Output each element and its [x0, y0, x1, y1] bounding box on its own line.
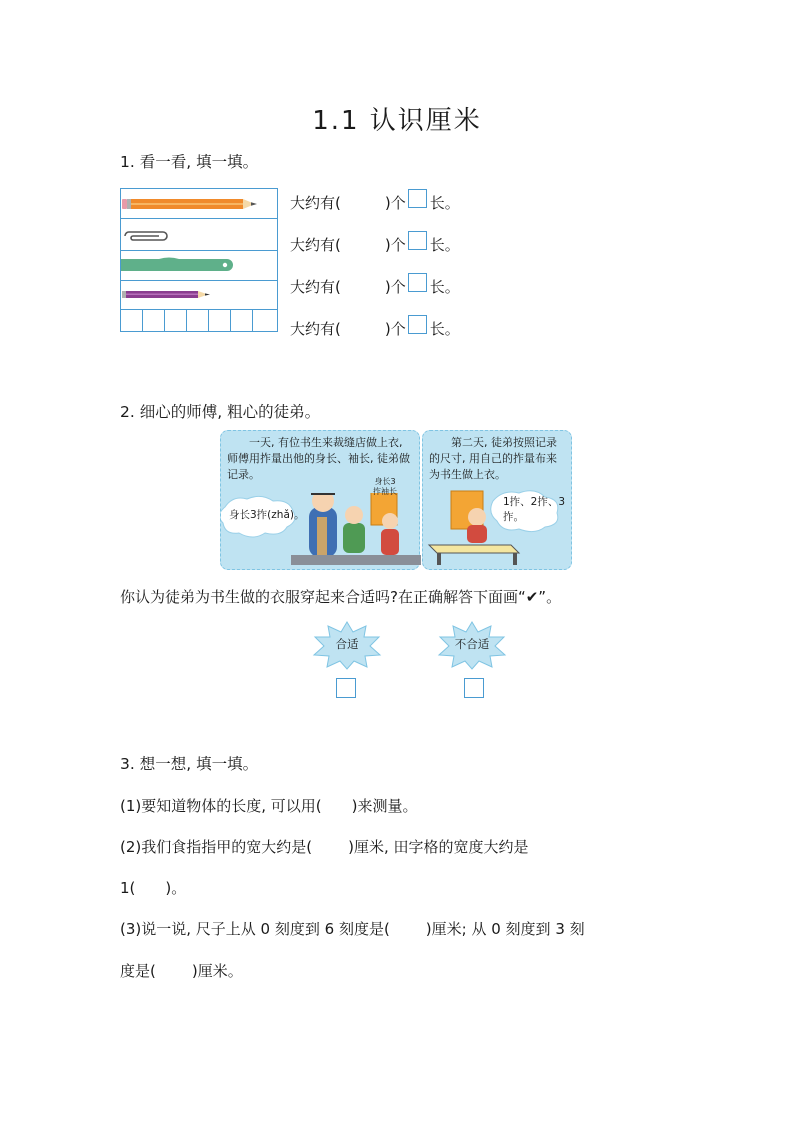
- q1-answer-line-3: 大约有( )个 长。: [290, 276, 460, 297]
- unit-square-icon: [408, 315, 427, 334]
- paperclip-icon: [121, 227, 181, 245]
- q3-heading: 3. 想一想, 填一填。: [120, 755, 259, 773]
- green-bookmark-icon: [121, 255, 241, 277]
- option-fit-badge: [312, 620, 382, 670]
- comic-illustration: [220, 430, 572, 572]
- comic-panel-1: [220, 430, 420, 570]
- measure-grid: [120, 188, 278, 332]
- tailor-scene-icon: [221, 493, 421, 569]
- panel-1-sign: 身长3拃袖长: [373, 477, 397, 496]
- option-unfit-badge: [437, 620, 507, 670]
- q1-answer-line-1: 大约有( )个 长。: [290, 192, 460, 213]
- panel-1-text: 一天, 有位书生来裁缝店做上衣, 师傅用拃量出他的身长、袖长, 徒弟做记录。: [227, 436, 410, 481]
- panel-2-text: 第二天, 徒弟按照记录的尺寸, 用自己的拃量布来为书生做上衣。: [429, 436, 557, 481]
- q1-heading: 1. 看一看, 填一填。: [120, 153, 259, 171]
- purple-pencil-icon: [121, 288, 216, 302]
- q3-part-1: (1)要知道物体的长度, 可以用( )来测量。: [120, 797, 418, 815]
- q3-part-3: (3)说一说, 尺子上从 0 刻度到 6 刻度是( )厘米; 从 0 刻度到 3 刻: [120, 920, 585, 938]
- unit-square-icon: [408, 273, 427, 292]
- option-unfit-label: 不合适: [454, 637, 490, 651]
- option-unfit-checkbox[interactable]: [464, 678, 484, 698]
- orange-pencil-icon: [121, 195, 271, 215]
- unit-square-icon: [408, 189, 427, 208]
- option-fit-checkbox[interactable]: [336, 678, 356, 698]
- q1-answer-line-4: 大约有( )个 长。: [290, 318, 460, 339]
- unit-square-icon: [408, 231, 427, 250]
- q2-heading: 2. 细心的师傅, 粗心的徒弟。: [120, 403, 321, 421]
- option-fit-label: 合适: [335, 637, 359, 651]
- q3-part-3-cont: 度是( )厘米。: [120, 962, 243, 980]
- panel-1-bubble: 身长3拃(zhǎ)。: [229, 509, 305, 521]
- panel-2-bubble: 1拃、2拃、3拃。: [503, 496, 566, 523]
- q3-part-2-cont: 1( )。: [120, 879, 187, 897]
- q2-question: 你认为徒弟为书生做的衣服穿起来合适吗?在正确解答下面画“✔”。: [120, 588, 562, 606]
- page-title: 1.1 认识厘米: [312, 106, 482, 136]
- q3-part-2: (2)我们食指指甲的宽大约是( )厘米, 田字格的宽度大约是: [120, 838, 529, 856]
- q1-answer-line-2: 大约有( )个 长。: [290, 234, 460, 255]
- comic-panel-2: [422, 430, 572, 570]
